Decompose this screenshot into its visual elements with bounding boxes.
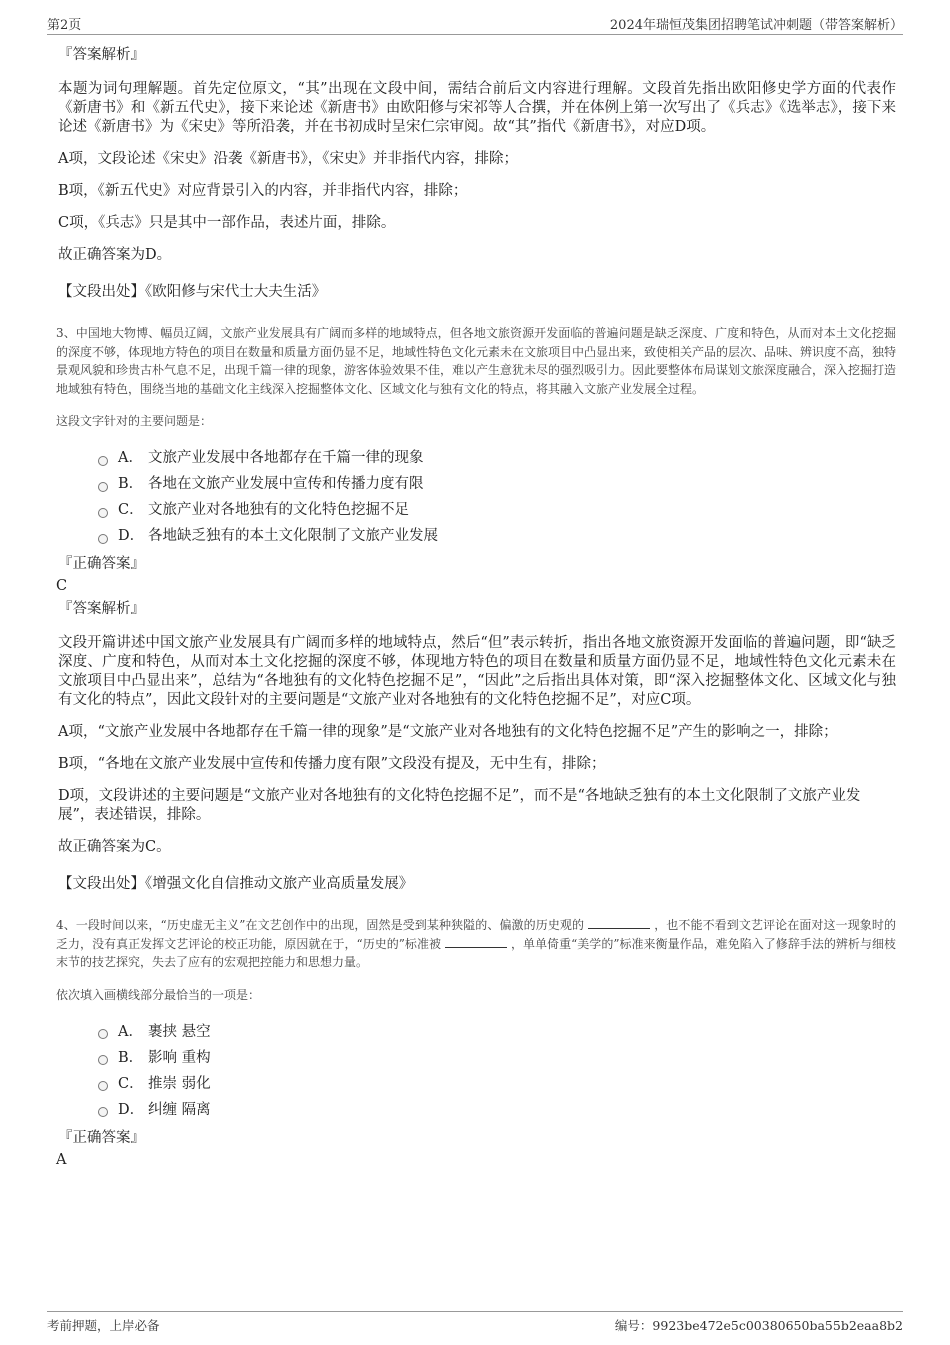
- fill-blank-1: [588, 916, 650, 929]
- q3-item-d: D项，文段讲述的主要问题是“文旅产业对各地独有的文化特色挖掘不足”，而不是“各地缺乏独有的本土文化限制了文旅产业发展”，表述错误，排除。: [58, 788, 861, 823]
- page-header: [47, 14, 903, 35]
- q4-prompt: 依次填入画横线部分最恰当的一项是：: [56, 987, 261, 1002]
- radio-icon[interactable]: [98, 1081, 108, 1091]
- q2-source: 【文段出处】《欧阳修与宋代士大夫生活》: [58, 284, 327, 300]
- q3-answer: C: [56, 578, 68, 594]
- q4-answer: A: [56, 1151, 67, 1168]
- q3-stem: 3、中国地大物博、幅员辽阔，文旅产业发展具有广阔而多样的地域特点，但各地文旅资源开发面临的普遍问题是缺乏深度、广度和特色，从而对本土文化挖掘的深度不够，体现地方特色的项目在数量和质量方面仍显不足，地域性特色文化元素未在文旅项目中凸显出来，致使相关产品的层次、品味、辨识度不高，独特景观风貌和珍贵古朴气息不足，出现千篇一律的现象，游客体验效果不佳，难以产生意犹未尽的强烈吸引力。因此要整体布局谋划文旅深度融合，深入挖掘打造地域独有特色，围绕当地的基础文化主线深入挖掘整体文化、区域文化与独有文化的特点，将其融入文旅产业发展全过程。: [56, 326, 897, 396]
- radio-icon[interactable]: [98, 1055, 108, 1065]
- q3-options: [94, 445, 896, 549]
- q4-option-b[interactable]: B． 影响 重构: [94, 1045, 896, 1071]
- q3-option-a[interactable]: A． 文旅产业发展中各地都存在千篇一律的现象: [94, 445, 896, 471]
- q3-analysis-text: 文段开篇讲述中国文旅产业发展具有广阔而多样的地域特点，然后“但”表示转折，指出各地文旅资源开发面临的普遍问题，即“缺乏深度、广度和特色，从而对本土文化挖掘的深度不够，体现地方特色的项目在数量和质量方面仍显不足，地域性特色文化元素未在文旅项目中凸显出来”，总结为“各地独有的文化特色挖掘不足”，“因此”之后指出具体对策，即“深入挖掘整体文化、区域文化与独有文化的特点”，因此文段针对的主要问题是“文旅产业对各地独有的文化特色挖掘不足”，对应C项。: [58, 635, 896, 708]
- q2-item-b: B项，《新五代史》对应背景引入的内容，并非指代内容，排除；: [58, 183, 468, 199]
- page-content: [56, 44, 896, 1170]
- q3-answer-tag: 『正确答案』: [58, 556, 145, 572]
- radio-icon[interactable]: [98, 482, 108, 492]
- footer-slogan: 考前押题，上岸必备: [47, 1318, 160, 1333]
- q2-conclusion: 故正确答案为D。: [58, 247, 172, 263]
- radio-icon[interactable]: [98, 456, 108, 466]
- document-id: 编号：9923be472e5c00380650ba55b2eaa8b2: [614, 1318, 903, 1333]
- radio-icon[interactable]: [98, 1107, 108, 1117]
- q4-options: [94, 1019, 896, 1123]
- q3-option-d[interactable]: D． 各地缺乏独有的本土文化限制了文旅产业发展: [94, 523, 896, 549]
- q3-conclusion: 故正确答案为C。: [58, 839, 171, 855]
- radio-icon[interactable]: [98, 508, 108, 518]
- q2-analysis-tag: 『答案解析』: [58, 47, 145, 63]
- q3-item-a: A项，“文旅产业发展中各地都存在千篇一律的现象”是“文旅产业对各地独有的文化特色挖掘不足”产生的影响之一，排除；: [58, 724, 838, 740]
- q2-item-c: C项，《兵志》只是其中一部作品，表述片面，排除。: [58, 215, 396, 231]
- radio-icon[interactable]: [98, 534, 108, 544]
- q4-option-a[interactable]: A． 裹挟 悬空: [94, 1019, 896, 1045]
- fill-blank-2: [445, 935, 507, 948]
- q3-item-b: B项，“各地在文旅产业发展中宣传和传播力度有限”文段没有提及，无中生有，排除；: [58, 756, 606, 772]
- q2-analysis-text: 本题为词句理解题。首先定位原文，“其”出现在文段中间，需结合前后文内容进行理解。文段首先指出欧阳修史学方面的代表作《新唐书》和《新五代史》，接下来论述《新唐书》由欧阳修与宋祁等人合撰，并在体例上第一次写出了《兵志》《选举志》，接下来论述《新唐书》为《宋史》等所沿袭，并在书初成时呈宋仁宗审阅。故“其”指代《新唐书》，对应D项。: [58, 81, 896, 135]
- page-footer: [47, 1311, 903, 1336]
- document-title: 2024年瑞恒茂集团招聘笔试冲刺题（带答案解析）: [609, 18, 903, 33]
- q4-option-c[interactable]: C． 推崇 弱化: [94, 1071, 896, 1097]
- q2-item-a: A项，文段论述《宋史》沿袭《新唐书》，《宋史》并非指代内容，排除；: [58, 151, 518, 167]
- q3-prompt: 这段文字针对的主要问题是：: [56, 414, 213, 428]
- q4-answer-tag: 『正确答案』: [58, 1129, 145, 1146]
- q3-analysis-tag: 『答案解析』: [58, 601, 145, 617]
- q3-option-c[interactable]: C． 文旅产业对各地独有的文化特色挖掘不足: [94, 497, 896, 523]
- q3-source: 【文段出处】《增强文化自信推动文旅产业高质量发展》: [58, 876, 414, 892]
- page-number: 第2页: [47, 18, 82, 33]
- q4-stem: 4、一段时间以来，“历史虚无主义”在文艺创作中的出现，固然是受到某种狭隘的、偏激的历史观的 ，也不能不看到文艺评论在面对这一现象时的乏力，没有真正发挥文艺评论的校正功能，原因就在于，“历史的”标准被 ，单单倚重“美学的”标准来衡量作品，难免陷入了修辞手法的辨析与细枝末节的技艺探究，失去了应有的宏观把控能力和思想力量。: [56, 918, 896, 969]
- q3-option-b[interactable]: B． 各地在文旅产业发展中宣传和传播力度有限: [94, 471, 896, 497]
- q4-option-d[interactable]: D． 纠缠 隔离: [94, 1097, 896, 1123]
- radio-icon[interactable]: [98, 1029, 108, 1039]
